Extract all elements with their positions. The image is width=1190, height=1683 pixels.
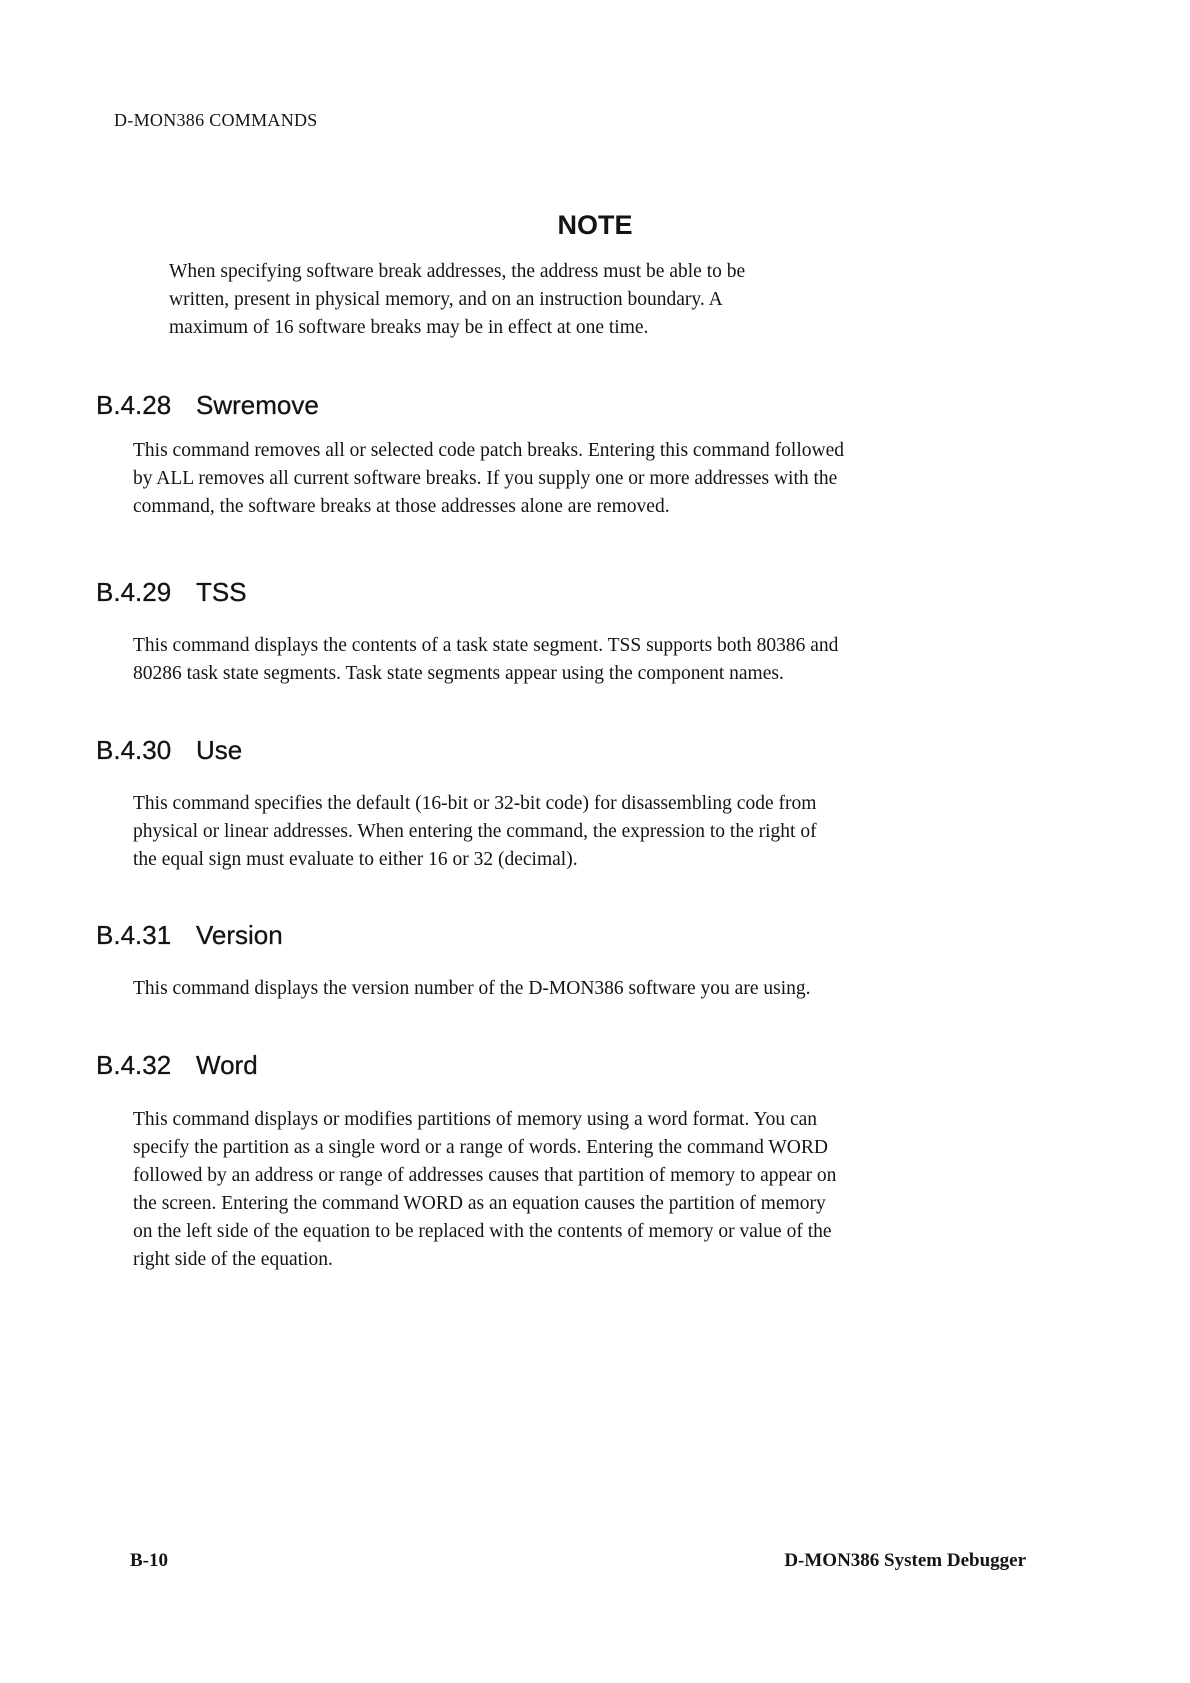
- body-line: the equal sign must evaluate to either 16 or 32 (decimal).: [133, 849, 578, 870]
- body-line: on the left side of the equation to be replaced with the contents of memory or value of the: [133, 1221, 832, 1242]
- note-line: When specifying software break addresses, the address must be able to be: [169, 261, 746, 282]
- running-header: D-MON386 COMMANDS: [114, 110, 318, 130]
- section-title: Use: [196, 735, 243, 765]
- footer-doc-title: D-MON386 System Debugger: [784, 1550, 1026, 1571]
- section-heading-use: [96, 735, 242, 766]
- body-line: This command specifies the default (16-bit or 32-bit code) for disassembling code from: [133, 793, 817, 814]
- body-line: physical or linear addresses. When entering the command, the expression to the right of: [133, 821, 817, 842]
- section-title: Version: [196, 920, 283, 950]
- section-number: B.4.32: [96, 1050, 172, 1080]
- body-line: right side of the equation.: [133, 1249, 333, 1270]
- body-line: This command displays the version number of the D-MON386 software you are using.: [133, 978, 811, 999]
- section-title: TSS: [196, 577, 247, 607]
- note-body: [169, 258, 929, 342]
- body-line: followed by an address or range of addresses causes that partition of memory to appear on: [133, 1165, 837, 1186]
- body-line: command, the software breaks at those addresses alone are removed.: [133, 496, 670, 517]
- body-line: This command displays or modifies partitions of memory using a word format. You can: [133, 1109, 818, 1130]
- body-line: specify the partition as a single word or a range of words. Entering the command WORD: [133, 1137, 828, 1158]
- section-body-tss: [133, 632, 1033, 688]
- section-body-use: [133, 790, 1033, 874]
- note-line: written, present in physical memory, and on an instruction boundary. A: [169, 289, 723, 310]
- body-line: by ALL removes all current software breaks. If you supply one or more addresses with the: [133, 468, 838, 489]
- section-body-word: [133, 1106, 1033, 1274]
- section-title: Swremove: [196, 390, 319, 420]
- body-line: This command removes all or selected code patch breaks. Entering this command followed: [133, 440, 844, 461]
- section-number: B.4.31: [96, 920, 172, 950]
- section-body-swremove: [133, 437, 1033, 521]
- section-body-version: [133, 975, 1033, 1003]
- body-line: 80286 task state segments. Task state segments appear using the component names.: [133, 663, 784, 684]
- note-title: NOTE: [557, 210, 633, 240]
- body-line: This command displays the contents of a task state segment. TSS supports both 80386 and: [133, 635, 839, 656]
- note-line: maximum of 16 software breaks may be in effect at one time.: [169, 317, 649, 338]
- page-number: B-10: [130, 1550, 168, 1571]
- section-number: B.4.30: [96, 735, 172, 765]
- body-line: the screen. Entering the command WORD as an equation causes the partition of memory: [133, 1193, 826, 1214]
- section-number: B.4.28: [96, 390, 172, 420]
- section-heading-swremove: [96, 390, 319, 421]
- section-heading-tss: [96, 577, 247, 608]
- section-number: B.4.29: [96, 577, 172, 607]
- section-heading-word: [96, 1050, 258, 1081]
- section-heading-version: [96, 920, 283, 951]
- section-title: Word: [196, 1050, 258, 1080]
